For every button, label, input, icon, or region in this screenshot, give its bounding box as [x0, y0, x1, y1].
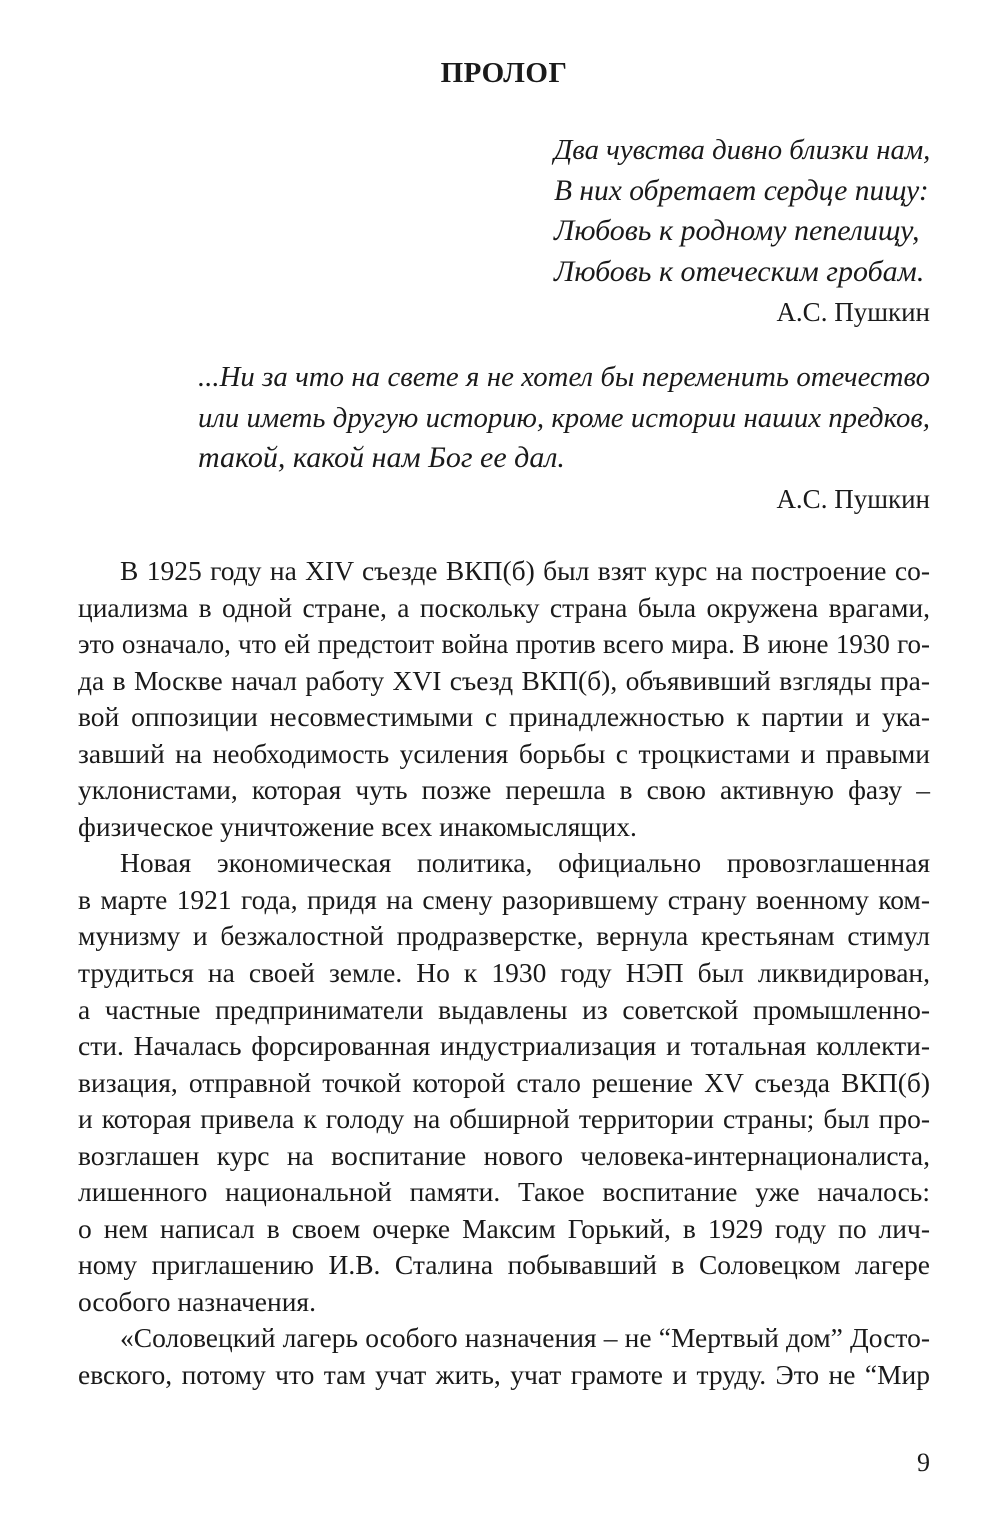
epigraph-author: А.С. Пушкин	[776, 483, 930, 514]
text-line: сти. Началась форсированная индустриализация и тотальная коллекти-	[78, 1030, 930, 1062]
text-line: это означало, что ей предстоит война против всего мира. В июне 1930 го-	[78, 629, 930, 660]
text-line: и которая привела к голоду на обширной территории страны; был про-	[78, 1103, 930, 1135]
chapter-title: ПРОЛОГ	[440, 57, 568, 89]
text-line: да в Москве начал работу XVI съезд ВКП(б), объявивший взгляды пра-	[78, 664, 930, 696]
epigraph-line: Любовь к родному пепелищу,	[554, 214, 920, 247]
epigraph-poem	[554, 130, 930, 332]
text-line: о нем написал в своем очерке Максим Горький, в 1929 году по лич-	[78, 1212, 930, 1244]
text-line: мунизму и безжалостной продразверстке, вернула крестьянам стимул	[78, 920, 930, 952]
page-number: 9	[917, 1448, 930, 1477]
epigraph-line: Любовь к отеческим гробам.	[554, 254, 925, 288]
epigraph-prose	[198, 357, 930, 519]
text-line: трудиться на своей земле. Но к 1930 году НЭП был ликвидирован,	[78, 957, 930, 989]
text-line: особого назначения.	[78, 1285, 316, 1317]
text-line: уклонистами, которая чуть позже перешла в свою активную фазу –	[78, 774, 930, 806]
text-line: лишенного национальной памяти. Такое воспитание уже началось:	[78, 1176, 930, 1208]
epigraph-author: А.С. Пушкин	[776, 297, 930, 327]
text-line: возглашен курс на воспитание нового человека-интернационалиста,	[78, 1139, 930, 1171]
text-line: «Соловецкий лагерь особого назначения – не “Мертвый дом” Досто-	[120, 1322, 930, 1354]
text-line: визация, отправной точкой которой стало решение XV съезда ВКП(б)	[78, 1066, 930, 1098]
text-line: вой оппозиции несовместимыми с принадлежностью к партии и ука-	[78, 701, 930, 733]
text-line: завший на необходимость усиления борьбы с троцкистами и правыми	[78, 737, 930, 769]
text-line: в марте 1921 года, придя на смену разорившему страну военному ком-	[78, 883, 930, 915]
text-line: физическое уничтожение всех инакомыслящих.	[78, 810, 637, 842]
paragraph	[78, 1320, 930, 1393]
text-line: В 1925 году на XIV съезде ВКП(б) был взят курс на построение со-	[120, 555, 930, 586]
text-line: Новая экономическая политика, официально провозглашенная	[120, 847, 930, 879]
epigraph-line: ...Ни за что на свете я не хотел бы переменить отечество	[198, 361, 930, 393]
epigraph-line: Два чувства дивно близки нам,	[554, 134, 931, 166]
epigraph-line: или иметь другую историю, кроме истории наших предков,	[198, 401, 930, 434]
text-line: ному приглашению И.В. Сталина побывавший в Соловецком лагере	[78, 1249, 930, 1281]
text-line: евского, потому что там учат жить, учат грамоте и труду. Это не “Мир	[78, 1359, 930, 1391]
book-page	[78, 0, 930, 1524]
text-line: а частные предприниматели выдавлены из советской промышленно-	[78, 993, 930, 1025]
epigraph-line: В них обретает сердце пищу:	[554, 174, 929, 207]
epigraph-line: такой, какой нам Бог ее дал.	[198, 441, 565, 474]
paragraph	[78, 845, 930, 1320]
body-text	[78, 553, 930, 1394]
paragraph	[78, 553, 930, 845]
text-line: циализма в одной стране, а поскольку страна была окружена врагами,	[78, 591, 930, 623]
